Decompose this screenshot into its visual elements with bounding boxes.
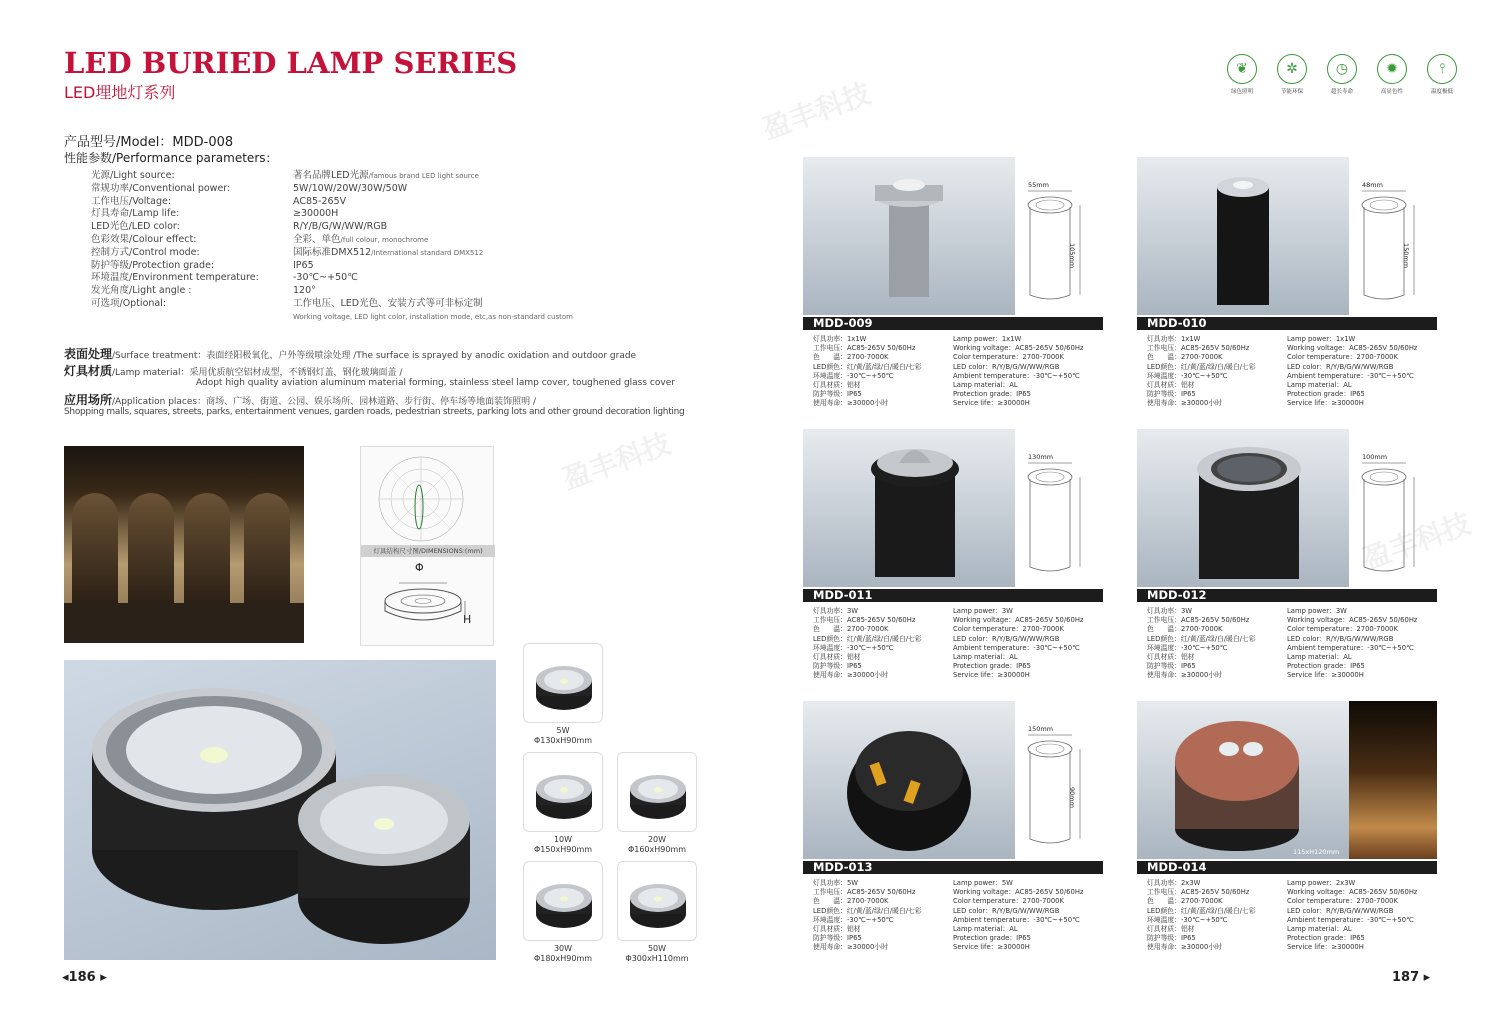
- spec-en: Lamp material：AL: [953, 653, 1018, 662]
- feature-label: 温度极低: [1430, 89, 1453, 95]
- spec-cn: 使用寿命：≥30000小时: [813, 399, 888, 408]
- spec-cn: 灯具功率：5W: [813, 879, 859, 887]
- spec-en: LED color：R/Y/B/G/W/WW/RGB: [953, 906, 1060, 915]
- variant-thumbnail: [523, 861, 603, 941]
- product-specs: [1147, 607, 1437, 681]
- watermark: 盈丰科技: [1358, 506, 1475, 577]
- spec-cn: 灯具功率：1x1W: [1147, 335, 1201, 343]
- variant-label: [597, 835, 717, 855]
- variant-size: Φ160xH90mm: [627, 845, 687, 854]
- surface-text: /Surface treatment：表面经阳极氧化、户外等级喷涂处理 /The surface is sprayed by anodic oxidation and outdoor grade: [112, 351, 637, 361]
- dimension-height: 150mm: [1402, 243, 1410, 269]
- spec-value: ≥30000H: [293, 208, 339, 220]
- product-photo: [64, 660, 496, 960]
- spec-value: R/Y/B/G/W/WW/RGB: [293, 221, 388, 233]
- spec-cn: 使用寿命：≥30000小时: [813, 943, 888, 952]
- spec-en: LED color：R/Y/B/G/W/WW/RGB: [953, 634, 1060, 643]
- dimension-drawing: [1018, 721, 1098, 851]
- spec-label: 光源/Light source:: [91, 170, 175, 181]
- spec-en: Lamp power：3W: [1287, 607, 1347, 615]
- spec-label: 防护等级/Protection grade:: [91, 259, 215, 271]
- spec-cn: 工作电压：AC85-265V 50/60Hz: [813, 344, 916, 353]
- diagram-caption: 灯具结构尺寸图/DIMENSIONS:(mm): [361, 545, 495, 557]
- thermometer-icon: ⫯: [1427, 54, 1457, 84]
- spec-en: Ambient temperature：-30℃~+50℃: [1287, 915, 1414, 924]
- spec-en: Service life：≥30000H: [1287, 399, 1364, 408]
- spec-cn: 灯具材质：铝材: [813, 381, 861, 390]
- spec-en: Ambient temperature：-30℃~+50℃: [1287, 643, 1414, 652]
- spec-row: [91, 234, 691, 247]
- sun-icon: ✹: [1377, 54, 1407, 84]
- product-model-bar: MDD-012: [1137, 589, 1437, 602]
- variant-size: Φ300xH110mm: [625, 954, 689, 963]
- spec-cn: 灯具材质：铝材: [1147, 381, 1195, 390]
- spec-en: Lamp material：AL: [1287, 381, 1352, 390]
- spec-cn: 防护等级：IP65: [1147, 662, 1196, 671]
- product-image: [803, 429, 1015, 587]
- spec-row: [91, 247, 691, 260]
- watermark: 盈丰科技: [558, 426, 675, 497]
- spec-en: Working voltage：AC85-265V 50/60Hz: [953, 616, 1084, 625]
- spec-row: [91, 183, 691, 196]
- variant-power: 20W: [647, 835, 667, 844]
- material-title: 灯具材质: [64, 364, 113, 378]
- product-specs: [813, 607, 1103, 681]
- dimension-drawing: [1352, 177, 1432, 307]
- spec-cn: LED颜色：红/黄/蓝/绿/白/暖白/七彩: [1147, 362, 1256, 371]
- diameter-label: Φ: [415, 561, 424, 574]
- spec-list: [91, 170, 691, 323]
- spec-en: Lamp material：AL: [953, 381, 1018, 390]
- spec-en: Ambient temperature：-30℃~+50℃: [953, 371, 1080, 380]
- surface-treatment: [64, 345, 674, 362]
- spec-en: Lamp power：2x3W: [1287, 879, 1356, 887]
- feature-icon-item: [1226, 54, 1258, 95]
- optional-en: Working voltage, LED light color, installation mode, etc,as non-standard custom: [293, 312, 573, 321]
- spec-cn: 防护等级：IP65: [1147, 390, 1196, 399]
- spec-value: IP65: [293, 259, 314, 271]
- spec-en: Protection grade：IP65: [1287, 934, 1365, 943]
- product-model-bar: MDD-011: [803, 589, 1103, 602]
- spec-value: 5W/10W/20W/30W/50W: [293, 182, 408, 194]
- spec-en: Working voltage：AC85-265V 50/60Hz: [1287, 344, 1418, 353]
- spec-en: Working voltage：AC85-265V 50/60Hz: [1287, 888, 1418, 897]
- spec-en: Protection grade：IP65: [953, 934, 1031, 943]
- spec-cn: 灯具材质：铝材: [813, 653, 861, 662]
- product-image: [803, 701, 1015, 859]
- product-model-bar: MDD-013: [803, 861, 1103, 874]
- spec-cn: LED颜色：红/黄/蓝/绿/白/暖白/七彩: [813, 634, 922, 643]
- fan-icon: ✲: [1277, 54, 1307, 84]
- spec-en: LED color：R/Y/B/G/W/WW/RGB: [1287, 634, 1394, 643]
- product-model-bar: MDD-014: [1137, 861, 1437, 874]
- spec-cn: 灯具功率：1x1W: [813, 335, 867, 343]
- spec-en: Lamp power：1x1W: [1287, 335, 1356, 343]
- spec-label: 色彩效果/Colour effect:: [91, 233, 197, 245]
- spec-cn: 使用寿命：≥30000小时: [1147, 943, 1222, 952]
- leaf-icon: ❦: [1227, 54, 1257, 84]
- spec-cn: 使用寿命：≥30000小时: [1147, 671, 1222, 680]
- page-number-left: ◂186 ▸: [62, 970, 107, 985]
- spec-row: [91, 260, 691, 273]
- material-text: /Lamp material：采用优质航空铝材成型，不锈钢灯盖，钢化玻璃面盖 /: [112, 368, 403, 378]
- variant-thumbnail: [617, 752, 697, 832]
- spec-cn: 工作电压：AC85-265V 50/60Hz: [1147, 616, 1250, 625]
- spec-en: Lamp power：1x1W: [953, 335, 1022, 343]
- feature-icon-item: [1326, 54, 1358, 95]
- spec-cn: 环境温度：-30℃~+50℃: [813, 915, 894, 924]
- feature-label: 超长寿命: [1330, 89, 1353, 95]
- dimension-drawing: [1018, 449, 1098, 579]
- dimension-width: 150mm: [1028, 725, 1054, 733]
- spec-value: -30℃~+50℃: [293, 272, 358, 284]
- spec-label: 控制方式/Control mode:: [91, 246, 200, 258]
- spec-cn: 工作电压：AC85-265V 50/60Hz: [1147, 344, 1250, 353]
- product-model-bar: MDD-010: [1137, 317, 1437, 330]
- spec-cn: 灯具功率：3W: [813, 607, 859, 615]
- spec-cn: LED颜色：红/黄/蓝/绿/白/暖白/七彩: [813, 906, 922, 915]
- clock-icon: ◷: [1327, 54, 1357, 84]
- feature-label: 高显色性: [1380, 89, 1403, 95]
- spec-cn: 灯具材质：铝材: [1147, 653, 1195, 662]
- spec-cn: 色 温：2700-7000K: [813, 625, 889, 634]
- spec-en: Color temperature：2700-7000K: [953, 353, 1064, 362]
- product-specs: [1147, 335, 1437, 409]
- spec-label: 发光角度/Light angle :: [91, 285, 192, 297]
- spec-label: LED光色/LED color:: [91, 221, 180, 233]
- variant-thumbnail: [617, 861, 697, 941]
- spec-cn: 使用寿命：≥30000小时: [1147, 399, 1222, 408]
- spec-cn: 防护等级：IP65: [1147, 934, 1196, 943]
- spec-en: LED color：R/Y/B/G/W/WW/RGB: [953, 362, 1060, 371]
- spec-cn: LED颜色：红/黄/蓝/绿/白/暖白/七彩: [813, 362, 922, 371]
- product-image: [1137, 157, 1349, 315]
- material-en: Adopt high quality aviation aluminum material forming, stainless steel lamp cover, toughened glass cover: [196, 378, 675, 388]
- feature-icon-item: [1376, 54, 1408, 95]
- spec-en: Color temperature：2700-7000K: [1287, 625, 1398, 634]
- application-title: 应用场所: [64, 393, 113, 407]
- variant-size: Φ130xH90mm: [533, 736, 593, 745]
- spec-value: 国际标准DMX512/International standard DMX512: [293, 246, 484, 258]
- spec-label: 可选项/Optional:: [91, 297, 167, 309]
- variant-power: 10W: [553, 835, 573, 844]
- spec-label: 工作电压/Voltage:: [91, 195, 172, 207]
- dimension-width: 55mm: [1028, 181, 1049, 189]
- dimension-label: 115xH120mm: [1293, 848, 1340, 856]
- product-image: [1137, 429, 1349, 587]
- spec-en: Service life：≥30000H: [953, 943, 1030, 952]
- spec-en: Color temperature：2700-7000K: [953, 625, 1064, 634]
- spec-cn: 灯具材质：铝材: [813, 925, 861, 934]
- spec-cn: 使用寿命：≥30000小时: [813, 671, 888, 680]
- spec-value: 著名品牌LED光源/famous brand LED light source: [293, 170, 479, 181]
- spec-cn: 工作电压：AC85-265V 50/60Hz: [813, 888, 916, 897]
- lamp-material: [64, 362, 674, 379]
- product-specs: [813, 335, 1103, 409]
- spec-en: Color temperature：2700-7000K: [953, 897, 1064, 906]
- spec-row: [91, 170, 691, 183]
- spec-cn: 色 温：2700-7000K: [1147, 353, 1223, 362]
- product-specs: [813, 879, 1103, 953]
- spec-cn: 环境温度：-30℃~+50℃: [1147, 915, 1228, 924]
- model-number: 产品型号/Model：MDD-008: [64, 135, 234, 150]
- spec-en: Color temperature：2700-7000K: [1287, 353, 1398, 362]
- spec-cn: 环境温度：-30℃~+50℃: [1147, 371, 1228, 380]
- application-photo: [64, 446, 304, 643]
- variant-power: 50W: [647, 944, 667, 953]
- feature-icons: [1226, 54, 1458, 95]
- spec-cn: 灯具功率：3W: [1147, 607, 1193, 615]
- spec-row: [91, 285, 691, 298]
- variant-size: Φ150xH90mm: [533, 845, 593, 854]
- dimension-drawing: [1018, 177, 1098, 307]
- spec-en: Protection grade：IP65: [953, 390, 1031, 399]
- product-specs: [1147, 879, 1437, 953]
- spec-en: Protection grade：IP65: [1287, 662, 1365, 671]
- performance-heading: 性能参数/Performance parameters：: [64, 151, 278, 165]
- spec-row: [91, 298, 691, 311]
- spec-cn: 环境温度：-30℃~+50℃: [813, 643, 894, 652]
- dimension-diagram: [360, 446, 494, 646]
- spec-cn: 环境温度：-30℃~+50℃: [1147, 643, 1228, 652]
- watermark: 盈丰科技: [758, 76, 875, 147]
- dimension-width: 130mm: [1028, 453, 1054, 461]
- product-image: [803, 157, 1015, 315]
- page-subtitle: LED埋地灯系列: [64, 83, 176, 102]
- variant-power: 30W: [553, 944, 573, 953]
- spec-value: 全彩、单色/full colour, monochrome: [293, 233, 429, 245]
- spec-en: Service life：≥30000H: [953, 399, 1030, 408]
- variant-label: [503, 726, 623, 746]
- spec-en: Ambient temperature：-30℃~+50℃: [953, 643, 1080, 652]
- spec-cn: 防护等级：IP65: [813, 662, 862, 671]
- surface-title: 表面处理: [64, 347, 113, 361]
- spec-cn: 灯具材质：铝材: [1147, 925, 1195, 934]
- spec-en: Ambient temperature：-30℃~+50℃: [953, 915, 1080, 924]
- spec-label: 常规功率/Conventional power:: [91, 182, 231, 194]
- spec-en: Working voltage：AC85-265V 50/60Hz: [1287, 616, 1418, 625]
- night-application-photo: [1349, 701, 1437, 859]
- spec-row: [91, 208, 691, 221]
- spec-row: [91, 272, 691, 285]
- spec-en: Service life：≥30000H: [1287, 943, 1364, 952]
- application-places: [64, 391, 674, 408]
- variant-thumbnail: [523, 643, 603, 723]
- dimension-drawing: [1352, 449, 1432, 579]
- spec-label: 环境温度/Environment temperature:: [91, 272, 259, 284]
- spec-en: Lamp material：AL: [1287, 925, 1352, 934]
- spec-label: 灯具寿命/Lamp life:: [91, 208, 180, 220]
- dimension-height: 90mm: [1068, 787, 1076, 808]
- spec-en: Ambient temperature：-30℃~+50℃: [1287, 371, 1414, 380]
- page-number-right: 187 ▸: [1392, 970, 1431, 985]
- spec-value: AC85-265V: [293, 195, 347, 207]
- spec-value: 120°: [293, 285, 316, 297]
- spec-cn: 环境温度：-30℃~+50℃: [813, 371, 894, 380]
- spec-cn: 工作电压：AC85-265V 50/60Hz: [1147, 888, 1250, 897]
- spec-cn: 灯具功率：2x3W: [1147, 879, 1201, 887]
- variant-thumbnail: [523, 752, 603, 832]
- spec-cn: LED颜色：红/黄/蓝/绿/白/暖白/七彩: [1147, 634, 1256, 643]
- spec-en: Lamp material：AL: [953, 925, 1018, 934]
- variant-size: Φ180xH90mm: [533, 954, 593, 963]
- variant-power: 5W: [556, 726, 570, 735]
- spec-en: Lamp power：5W: [953, 879, 1013, 887]
- application-en: Shopping malls, squares, streets, parks, entertainment venues, garden roads, pedestrian streets, parking lots and other ground decoration lighting: [64, 407, 685, 417]
- spec-row: [91, 221, 691, 234]
- spec-cn: LED颜色：红/黄/蓝/绿/白/暖白/七彩: [1147, 906, 1256, 915]
- spec-cn: 防护等级：IP65: [813, 390, 862, 399]
- feature-icon-item: [1426, 54, 1458, 95]
- page-title: LED BURIED LAMP SERIES: [64, 46, 518, 80]
- application-text: /Application places：商场、广场、街道、公园、娱乐场所、园林道路、步行街、停车场等地面装饰照明 /: [112, 397, 536, 407]
- feature-label: 节能环保: [1280, 89, 1303, 95]
- spec-en: Working voltage：AC85-265V 50/60Hz: [953, 344, 1084, 353]
- variant-label: [597, 944, 717, 964]
- feature-icon-item: [1276, 54, 1308, 95]
- spec-en: Protection grade：IP65: [953, 662, 1031, 671]
- dimension-width: 48mm: [1362, 181, 1383, 189]
- feature-label: 绿色照明: [1230, 89, 1253, 95]
- spec-cn: 色 温：2700-7000K: [813, 897, 889, 906]
- spec-en: Color temperature：2700-7000K: [1287, 897, 1398, 906]
- spec-en: LED color：R/Y/B/G/W/WW/RGB: [1287, 906, 1394, 915]
- spec-row: [91, 196, 691, 209]
- spec-value: 工作电压、LED光色、安装方式等可非标定制: [293, 297, 483, 309]
- spec-en: Protection grade：IP65: [1287, 390, 1365, 399]
- spec-cn: 防护等级：IP65: [813, 934, 862, 943]
- product-model-bar: MDD-009: [803, 317, 1103, 330]
- dimension-height: 105mm: [1068, 243, 1076, 269]
- spec-en: LED color：R/Y/B/G/W/WW/RGB: [1287, 362, 1394, 371]
- product-image: [1137, 701, 1349, 859]
- spec-en: Service life：≥30000H: [953, 671, 1030, 680]
- spec-cn: 色 温：2700-7000K: [1147, 897, 1223, 906]
- lamp-outline-drawing: [361, 565, 495, 645]
- spec-en: Lamp material：AL: [1287, 653, 1352, 662]
- spec-en: Working voltage：AC85-265V 50/60Hz: [953, 888, 1084, 897]
- spec-en: Lamp power：3W: [953, 607, 1013, 615]
- spec-cn: 色 温：2700-7000K: [1147, 625, 1223, 634]
- light-distribution-diagram: [361, 447, 495, 545]
- dimension-width: 100mm: [1362, 453, 1388, 461]
- height-label: H: [463, 613, 472, 626]
- spec-cn: 色 温：2700-7000K: [813, 353, 889, 362]
- spec-cn: 工作电压：AC85-265V 50/60Hz: [813, 616, 916, 625]
- spec-en: Service life：≥30000H: [1287, 671, 1364, 680]
